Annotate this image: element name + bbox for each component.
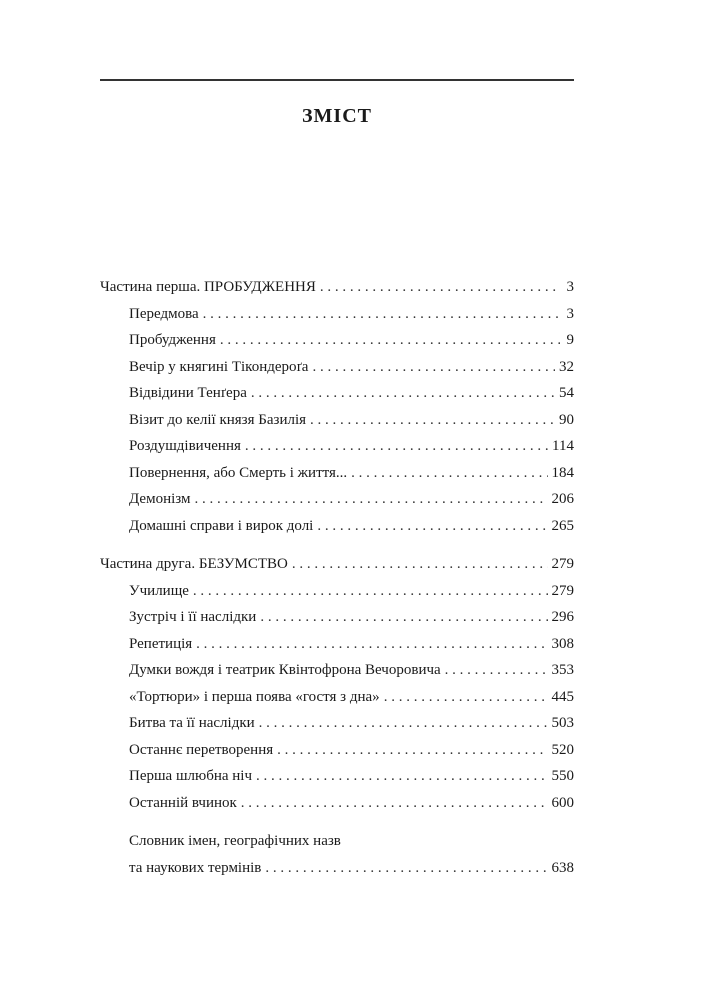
dot-leader bbox=[260, 604, 547, 631]
toc-entry-label: Училище bbox=[129, 582, 189, 599]
dot-leader bbox=[384, 684, 548, 711]
dot-leader bbox=[251, 380, 555, 407]
toc-entry-label: Повернення, або Смерть і життя... bbox=[129, 464, 348, 481]
toc-chapter[interactable] bbox=[100, 737, 574, 764]
dot-leader bbox=[277, 737, 547, 764]
toc-entry-label: Візит до келії князя Базилія bbox=[129, 411, 307, 428]
page-title: ЗМІСТ bbox=[302, 105, 372, 127]
dot-leader bbox=[193, 578, 548, 605]
toc-entry-label: Думки вождя і театрик Квінтофрона Вечоровича bbox=[129, 662, 441, 678]
toc-page-number: 206 bbox=[551, 491, 574, 507]
toc-page-number: 638 bbox=[551, 859, 574, 876]
dot-leader bbox=[445, 657, 548, 684]
dot-leader bbox=[310, 407, 555, 434]
dot-leader bbox=[312, 354, 555, 381]
toc-entry-label: Останній вчинок bbox=[129, 794, 237, 811]
toc-chapter[interactable] bbox=[100, 380, 574, 407]
toc-entry-label: Словник імен, географічних назв bbox=[129, 833, 341, 849]
toc-chapter[interactable] bbox=[100, 578, 574, 605]
toc-part-2[interactable] bbox=[100, 551, 574, 578]
toc-chapter[interactable] bbox=[100, 486, 574, 513]
toc-page-number: 32 bbox=[559, 358, 574, 375]
toc-chapter[interactable] bbox=[100, 604, 574, 631]
toc-chapter[interactable] bbox=[100, 763, 574, 790]
toc-chapter[interactable] bbox=[100, 631, 574, 658]
dot-leader bbox=[351, 460, 547, 487]
section-gap bbox=[100, 816, 574, 828]
toc-page-number: 279 bbox=[551, 556, 574, 572]
toc-chapter[interactable] bbox=[100, 710, 574, 737]
toc-entry-label: Демонізм bbox=[129, 491, 191, 507]
toc-chapter[interactable] bbox=[100, 407, 574, 434]
toc-page-number: 353 bbox=[551, 662, 574, 678]
dot-leader bbox=[320, 274, 560, 301]
toc-page-number: 9 bbox=[566, 332, 574, 348]
toc-chapter[interactable] bbox=[100, 657, 574, 684]
toc-entry-label: Вечір у княгині Тікондероґа bbox=[129, 358, 309, 375]
dot-leader bbox=[265, 855, 547, 882]
toc-entry-label: Відвідини Тенґера bbox=[129, 385, 247, 401]
toc-page-number: 90 bbox=[559, 411, 574, 428]
dot-leader bbox=[220, 327, 560, 354]
toc-entry-label: Перша шлюбна ніч bbox=[129, 768, 252, 784]
toc-page-number: 114 bbox=[552, 438, 574, 454]
toc-entry-label: Частина друга. БЕЗУМСТВО bbox=[100, 556, 288, 572]
section-gap bbox=[100, 539, 574, 551]
dot-leader bbox=[245, 433, 548, 460]
toc-page-number: 3 bbox=[566, 305, 574, 322]
table-of-contents bbox=[100, 274, 574, 881]
dot-leader bbox=[196, 631, 547, 658]
toc-chapter[interactable] bbox=[100, 354, 574, 381]
toc-page-number: 265 bbox=[551, 517, 574, 534]
dot-leader bbox=[317, 513, 547, 540]
toc-page-number: 184 bbox=[551, 464, 574, 481]
toc-entry-label: Роздушдівичення bbox=[129, 438, 241, 454]
header-rule bbox=[100, 79, 574, 81]
toc-entry-label: Домашні справи і вирок долі bbox=[129, 517, 314, 534]
toc-chapter[interactable] bbox=[100, 684, 574, 711]
toc-page-number: 296 bbox=[551, 609, 574, 625]
toc-page-number: 308 bbox=[551, 635, 574, 652]
toc-page-number: 550 bbox=[551, 768, 574, 784]
dot-leader bbox=[194, 486, 547, 513]
toc-chapter[interactable] bbox=[100, 327, 574, 354]
toc-page-number: 54 bbox=[559, 385, 574, 401]
toc-chapter[interactable] bbox=[100, 301, 574, 328]
dot-leader bbox=[259, 710, 548, 737]
dot-leader bbox=[256, 763, 548, 790]
toc-entry-label: Пробудження bbox=[129, 332, 216, 348]
dot-leader bbox=[203, 301, 560, 328]
toc-page-number: 3 bbox=[566, 279, 574, 295]
toc-chapter[interactable] bbox=[100, 433, 574, 460]
toc-entry-label: Зустріч і її наслідки bbox=[129, 609, 257, 625]
toc-entry-label: та наукових термінів bbox=[129, 859, 262, 876]
dot-leader bbox=[241, 790, 548, 817]
toc-appendix[interactable] bbox=[100, 828, 574, 881]
toc-entry-label: Репетиція bbox=[129, 635, 193, 652]
toc-page-number: 279 bbox=[551, 582, 574, 599]
toc-chapter[interactable] bbox=[100, 790, 574, 817]
toc-part-1[interactable] bbox=[100, 274, 574, 301]
toc-entry-label: Частина перша. ПРОБУДЖЕННЯ bbox=[100, 279, 316, 295]
toc-entry-label: Битва та її наслідки bbox=[129, 715, 255, 731]
toc-chapter[interactable] bbox=[100, 513, 574, 540]
dot-leader bbox=[292, 551, 548, 578]
toc-entry-label: Останнє перетворення bbox=[129, 741, 274, 758]
toc-appendix-line bbox=[129, 855, 574, 882]
toc-page-number: 503 bbox=[551, 715, 574, 731]
toc-entry-label: «Тортюри» і перша поява «гостя з дна» bbox=[129, 688, 380, 705]
toc-page-number: 600 bbox=[551, 794, 574, 811]
toc-entry-label: Передмова bbox=[129, 305, 199, 322]
toc-page-number: 520 bbox=[551, 741, 574, 758]
toc-chapter[interactable] bbox=[100, 460, 574, 487]
toc-page-number: 445 bbox=[551, 688, 574, 705]
